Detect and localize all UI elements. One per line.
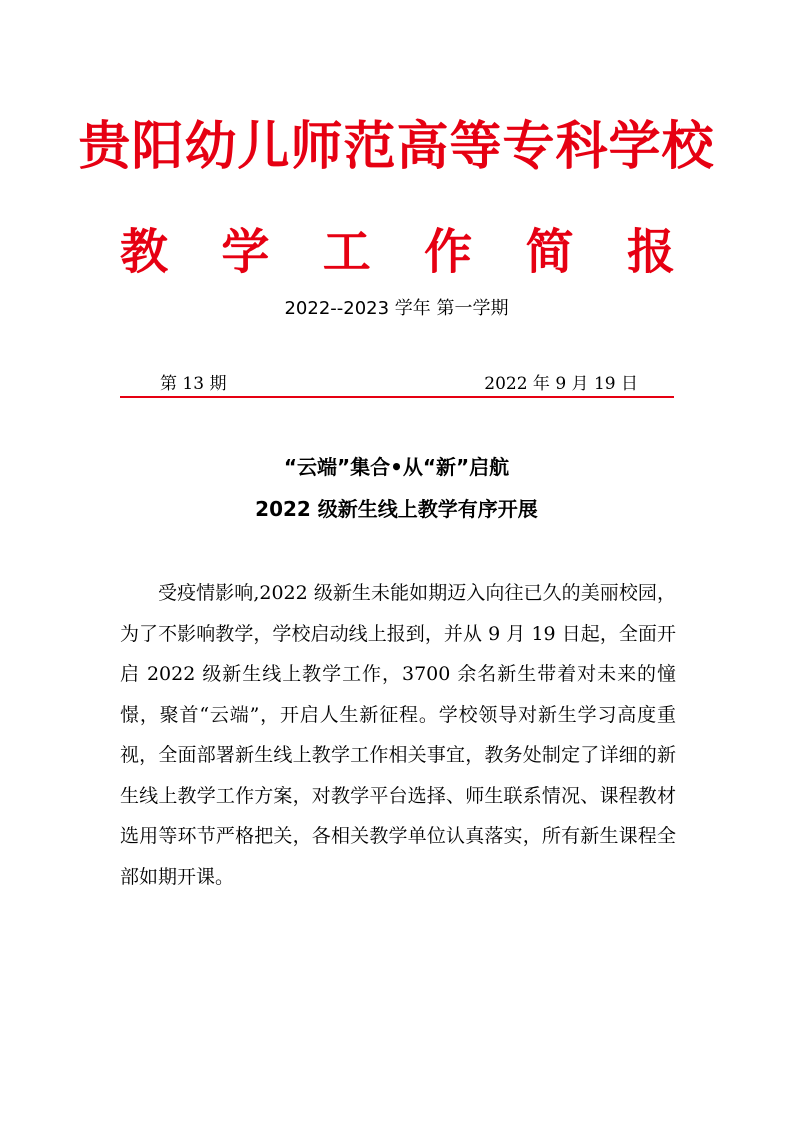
bulletin-title-char: 工 <box>322 223 371 280</box>
bulletin-title-char: 作 <box>424 223 473 280</box>
issue-number: 第 13 期 <box>160 374 227 394</box>
school-name: 贵阳幼儿师范高等专科学校 <box>78 117 715 177</box>
bulletin-title <box>120 212 675 282</box>
bulletin-title-char: 学 <box>221 223 270 280</box>
red-divider <box>120 396 674 398</box>
article-subtitle: 2022 级新生线上教学有序开展 <box>255 497 538 521</box>
issue-date: 2022 年 9 月 19 日 <box>484 374 638 394</box>
academic-term: 2022--2023 学年 第一学期 <box>284 298 509 319</box>
article-body: 受疫情影响,2022 级新生未能如期迈入向往已久的美丽校园，为了不影响教学，学校启动线上报到，并从 9 月 19 日起，全面开启 2022 级新生线上教学工作，3700 余名新生带着对未来的憧憬，聚首“云端”，开启人生新征程。学校领导对新生学习高度重视，全面部署新生线上教学工作相关事宜，教务处制定了详细的新生线上教学工作方案，对教学平台选择、师生联系情况、课程教材选用等环节严格把关，各相关教学单位认真落实，所有新生课程全部如期开课。 <box>120 582 676 888</box>
bulletin-title-char: 简 <box>525 223 574 280</box>
bulletin-title-char: 教 <box>120 223 169 280</box>
issue-info-row <box>160 372 638 396</box>
bulletin-title-char: 报 <box>626 223 675 280</box>
article-title: “云端”集合•从“新”启航 <box>283 455 510 479</box>
